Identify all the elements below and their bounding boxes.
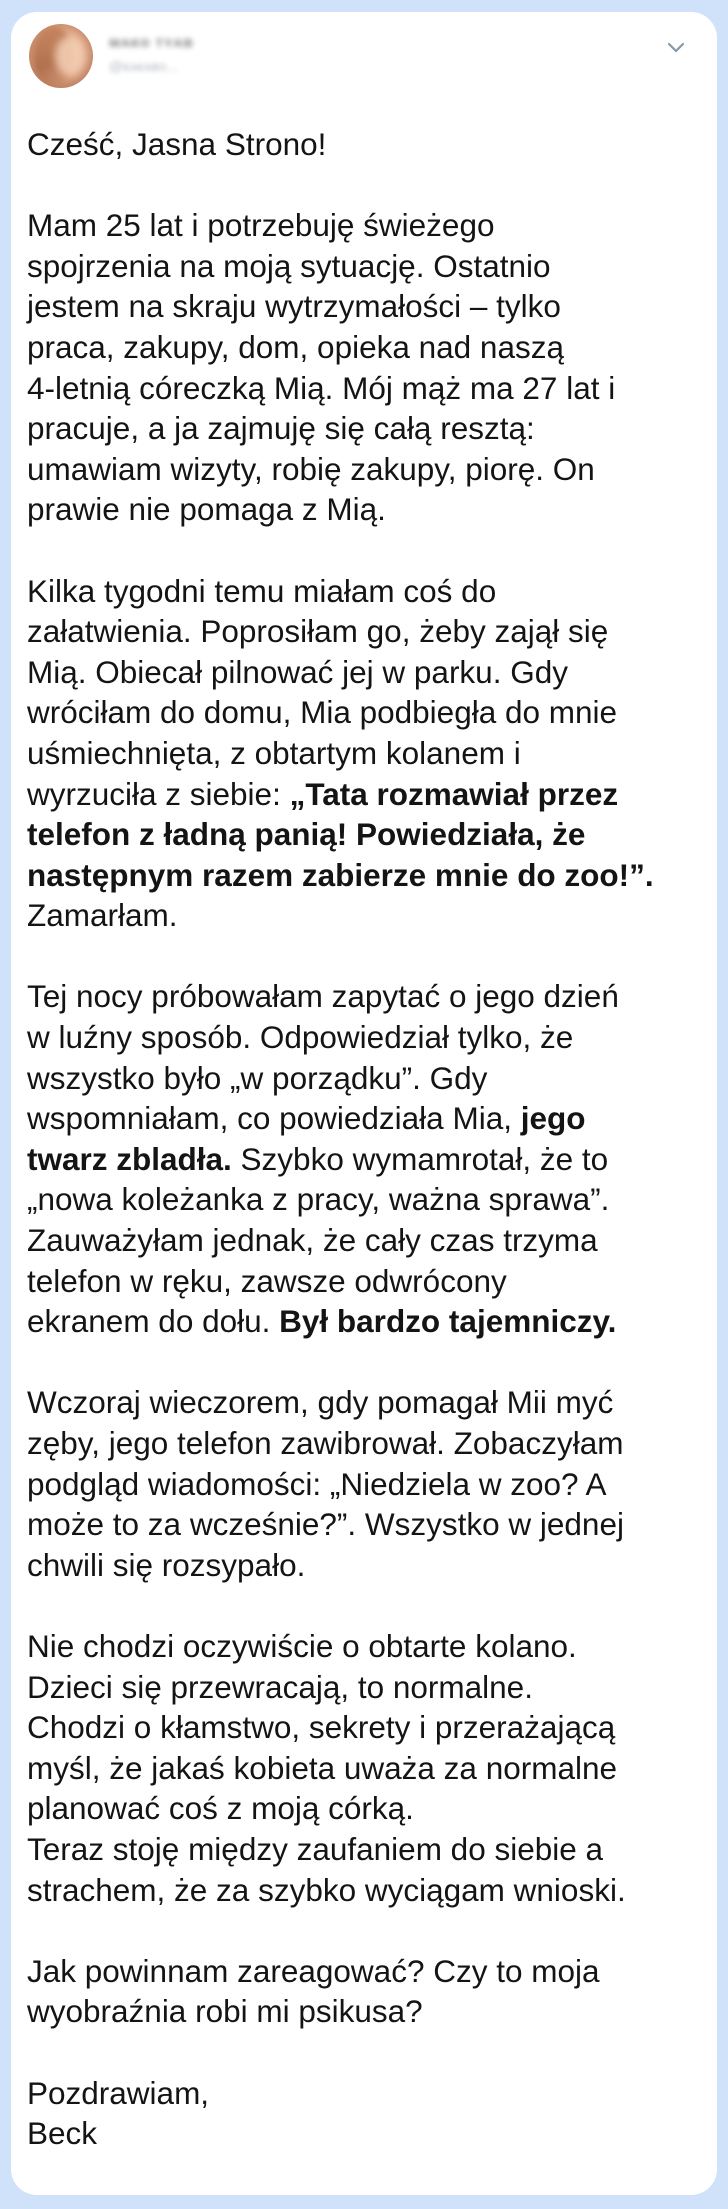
- paragraph-gap: [27, 530, 707, 571]
- text-line: Tej nocy próbowałam zapytać o jego dzień: [27, 978, 619, 1015]
- bold-text: twarz zbladła.: [27, 1140, 232, 1177]
- text-line: chwili się rozsypało.: [27, 1546, 306, 1583]
- text-line: spojrzenia na moją sytuację. Ostatnio: [27, 247, 551, 284]
- text-line: Chodzi o kłamstwo, sekrety i przerażającą: [27, 1709, 616, 1746]
- bold-quote-line: telefon z ładną panią! Powiedziała, że: [27, 816, 586, 853]
- text-line: Zamarłam.: [27, 897, 178, 934]
- text-line: strachem, że za szybko wyciągam wnioski.: [27, 1871, 626, 1908]
- text-line: Teraz stoję między zaufaniem do siebie a: [27, 1830, 604, 1867]
- text-line: Nie chodzi oczywiście o obtarte kolano.: [27, 1627, 577, 1664]
- bold-quote: „Tata rozmawiał przez: [289, 775, 619, 812]
- text-line: [27, 1139, 707, 1180]
- text-line: planować coś z moją córką.: [27, 1790, 414, 1827]
- text-line: 4-letnią córeczką Mią. Mój mąż ma 27 lat i: [27, 369, 616, 406]
- text-line: praca, zakupy, dom, opieka nad naszą: [27, 328, 564, 365]
- text-line: może to za wcześnie?”. Wszystko w jednej: [27, 1506, 624, 1543]
- text-line: Wczoraj wieczorem, gdy pomagał Mii myć: [27, 1384, 614, 1421]
- user-handle[interactable]: @ᴋᴀᴋᴀʙᴏ...: [109, 58, 178, 74]
- text-line: [27, 1301, 707, 1342]
- tweet-text: [27, 124, 707, 2154]
- text-line: Mam 25 lat i potrzebuję świeżego: [27, 207, 495, 244]
- text-line: załatwienia. Poprosiłam go, żeby zajął się: [27, 613, 609, 650]
- text-line: [27, 774, 707, 815]
- tweet-card: [11, 12, 717, 2195]
- bold-quote-line: następnym razem zabierze mnie do zoo!”.: [27, 856, 654, 893]
- text-line: umawiam wizyty, robię zakupy, piorę. On: [27, 450, 595, 487]
- avatar[interactable]: [29, 24, 93, 88]
- text-span: ekranem do dołu.: [27, 1303, 280, 1340]
- text-line: Zauważyłam jednak, że cały czas trzyma: [27, 1222, 598, 1259]
- text-line: zęby, jego telefon zawibrował. Zobaczyłam: [27, 1425, 624, 1461]
- display-name[interactable]: ᴍᴀᴋᴏ ᴛʏᴀʙ: [109, 34, 194, 51]
- text-line: [27, 1098, 707, 1139]
- text-line: Mią. Obiecał pilnować jej w parku. Gdy: [27, 653, 568, 690]
- text-line: wyobraźnia robi mi psikusa?: [27, 1993, 423, 2030]
- text-line: Kilka tygodni temu miałam coś do: [27, 572, 497, 609]
- avatar-face: [55, 36, 85, 76]
- text-line: wróciłam do domu, Mia podbiegła do mnie: [27, 694, 618, 731]
- text-span: wspomniałam, co powiedziała Mia,: [27, 1100, 521, 1137]
- text-span: Szybko wymamrotał, że to: [231, 1140, 609, 1177]
- paragraph-gap: [27, 1342, 707, 1383]
- chevron-down-icon[interactable]: [663, 38, 689, 58]
- signature-line: Beck: [27, 2115, 98, 2152]
- signoff-line: Pozdrawiam,: [27, 2074, 210, 2111]
- bold-text: jego: [520, 1100, 586, 1137]
- text-line: myśl, że jakaś kobieta uważa za normalne: [27, 1749, 618, 1786]
- text-line: Dzieci się przewracają, to normalne.: [27, 1668, 533, 1705]
- paragraph-gap: [27, 1585, 707, 1626]
- text-line: prawie nie pomaga z Mią.: [27, 491, 386, 528]
- text-line: podgląd wiadomości: „Niedziela w zoo? A: [27, 1465, 607, 1502]
- paragraph-gap: [27, 165, 707, 206]
- bold-text: Był bardzo tajemniczy.: [279, 1303, 617, 1340]
- text-line: uśmiechnięta, z obtartym kolanem i: [27, 734, 521, 771]
- paragraph-gap: [27, 2032, 707, 2073]
- text-line: pracuje, a ja zajmuję się całą resztą:: [27, 410, 535, 447]
- paragraph-gap: [27, 1910, 707, 1951]
- text-line: telefon w ręku, zawsze odwrócony: [27, 1262, 507, 1299]
- text-line: w luźny sposób. Odpowiedział tylko, że: [27, 1019, 574, 1056]
- text-span: wyrzuciła z siebie:: [27, 775, 290, 812]
- paragraph-gap: [27, 936, 707, 977]
- text-line: jestem na skraju wytrzymałości – tylko: [27, 288, 561, 325]
- text-line: Jak powinnam zareagować? Czy to moja: [27, 1952, 600, 1989]
- text-line: wszystko było „w porządku”. Gdy: [27, 1059, 488, 1096]
- text-line: „nowa koleżanka z pracy, ważna sprawa”.: [27, 1181, 610, 1218]
- greeting-line: Cześć, Jasna Strono!: [27, 126, 327, 162]
